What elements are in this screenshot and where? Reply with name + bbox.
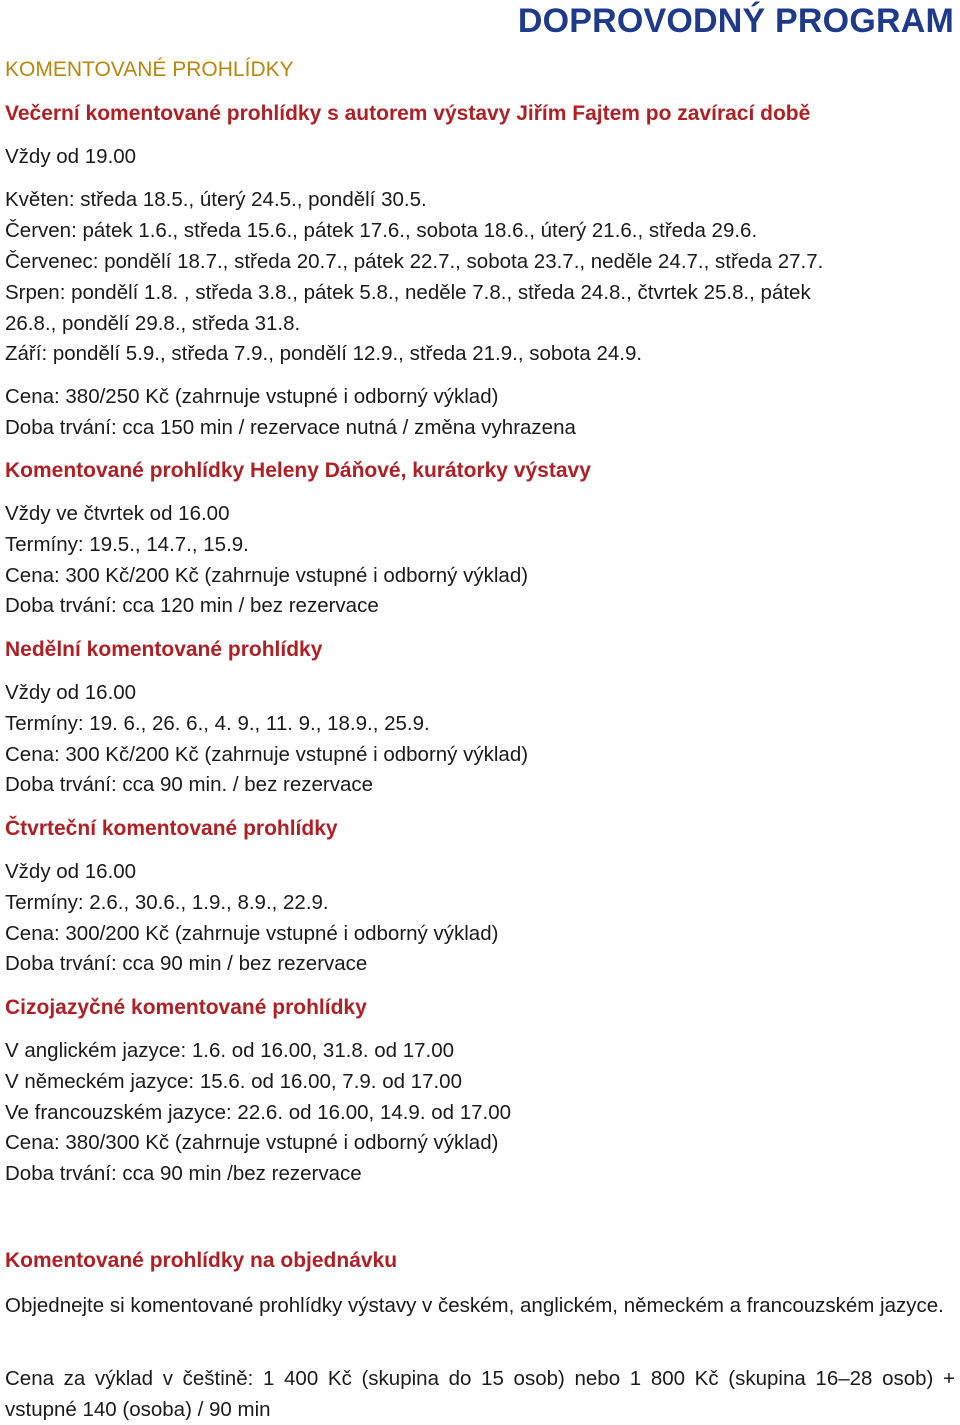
curator-tours-heading: Komentované prohlídky Heleny Dáňové, kurátorky výstavy — [5, 459, 591, 482]
page-title: DOPROVODNÝ PROGRAM — [517, 2, 954, 40]
evening-tours-dates-july: Červenec: pondělí 18.7., středa 20.7., pátek 22.7., sobota 23.7., neděle 24.7., středa 27.7. — [5, 250, 824, 273]
thursday-tours-time: Vždy od 16.00 — [5, 860, 137, 883]
evening-tours-duration: Doba trvání: cca 150 min / rezervace nutná / změna vyhrazena — [5, 416, 576, 439]
thursday-tours-price: Cena: 300/200 Kč (zahrnuje vstupné i odborný výklad) — [5, 922, 499, 945]
order-tours-heading: Komentované prohlídky na objednávku — [5, 1249, 398, 1272]
order-tours-price-paragraph: Cena za výklad v češtině: 1 400 Kč (skupina do 15 osob) nebo 1 800 Kč (skupina 16–28 osob) + vstupné 140 (osoba) / 90 min — [5, 1367, 955, 1421]
sunday-tours-price: Cena: 300 Kč/200 Kč (zahrnuje vstupné i odborný výklad) — [5, 743, 529, 766]
evening-tours-time: Vždy od 19.00 — [5, 145, 137, 168]
curator-tours-price: Cena: 300 Kč/200 Kč (zahrnuje vstupné i odborný výklad) — [5, 564, 529, 587]
evening-tours-dates-september: Září: pondělí 5.9., středa 7.9., pondělí 12.9., středa 21.9., sobota 24.9. — [5, 342, 643, 365]
evening-tours-dates-may: Květen: středa 18.5., úterý 24.5., pondělí 30.5. — [5, 188, 427, 211]
curator-tours-duration: Doba trvání: cca 120 min / bez rezervace — [5, 594, 379, 617]
foreign-tours-heading: Cizojazyčné komentované prohlídky — [5, 996, 367, 1019]
thursday-tours-duration: Doba trvání: cca 90 min / bez rezervace — [5, 952, 368, 975]
sunday-tours-duration: Doba trvání: cca 90 min. / bez rezervace — [5, 773, 374, 796]
foreign-tours-english: V anglickém jazyce: 1.6. od 16.00, 31.8. od 17.00 — [5, 1039, 455, 1062]
section-title: KOMENTOVANÉ PROHLÍDKY — [5, 58, 294, 81]
evening-tours-dates-august-cont: 26.8., pondělí 29.8., středa 31.8. — [5, 312, 301, 335]
thursday-tours-dates: Termíny: 2.6., 30.6., 1.9., 8.9., 22.9. — [5, 891, 329, 914]
foreign-tours-german: V německém jazyce: 15.6. od 16.00, 7.9. od 17.00 — [5, 1070, 462, 1093]
evening-tours-dates-june: Červen: pátek 1.6., středa 15.6., pátek 17.6., sobota 18.6., úterý 21.6., středa 29.6. — [5, 219, 758, 242]
thursday-tours-heading: Čtvrteční komentované prohlídky — [5, 817, 338, 840]
evening-tours-price: Cena: 380/250 Kč (zahrnuje vstupné i odborný výklad) — [5, 385, 499, 408]
foreign-tours-price: Cena: 380/300 Kč (zahrnuje vstupné i odborný výklad) — [5, 1131, 499, 1154]
order-tours-paragraph: Objednejte si komentované prohlídky výstavy v českém, anglickém, německém a francouzském jazyce. — [5, 1294, 944, 1317]
sunday-tours-dates: Termíny: 19. 6., 26. 6., 4. 9., 11. 9., 18.9., 25.9. — [5, 712, 430, 735]
evening-tours-dates-august: Srpen: pondělí 1.8. , středa 3.8., pátek 5.8., neděle 7.8., středa 24.8., čtvrtek 25.8., pátek — [5, 281, 811, 304]
curator-tours-dates: Termíny: 19.5., 14.7., 15.9. — [5, 533, 249, 556]
evening-tours-heading: Večerní komentované prohlídky s autorem výstavy Jiřím Fajtem po zavírací době — [5, 102, 811, 125]
foreign-tours-duration: Doba trvání: cca 90 min /bez rezervace — [5, 1162, 362, 1185]
sunday-tours-time: Vždy od 16.00 — [5, 681, 137, 704]
foreign-tours-french: Ve francouzském jazyce: 22.6. od 16.00, 14.9. od 17.00 — [5, 1101, 512, 1124]
curator-tours-time: Vždy ve čtvrtek od 16.00 — [5, 502, 230, 525]
sunday-tours-heading: Nedělní komentované prohlídky — [5, 638, 323, 661]
